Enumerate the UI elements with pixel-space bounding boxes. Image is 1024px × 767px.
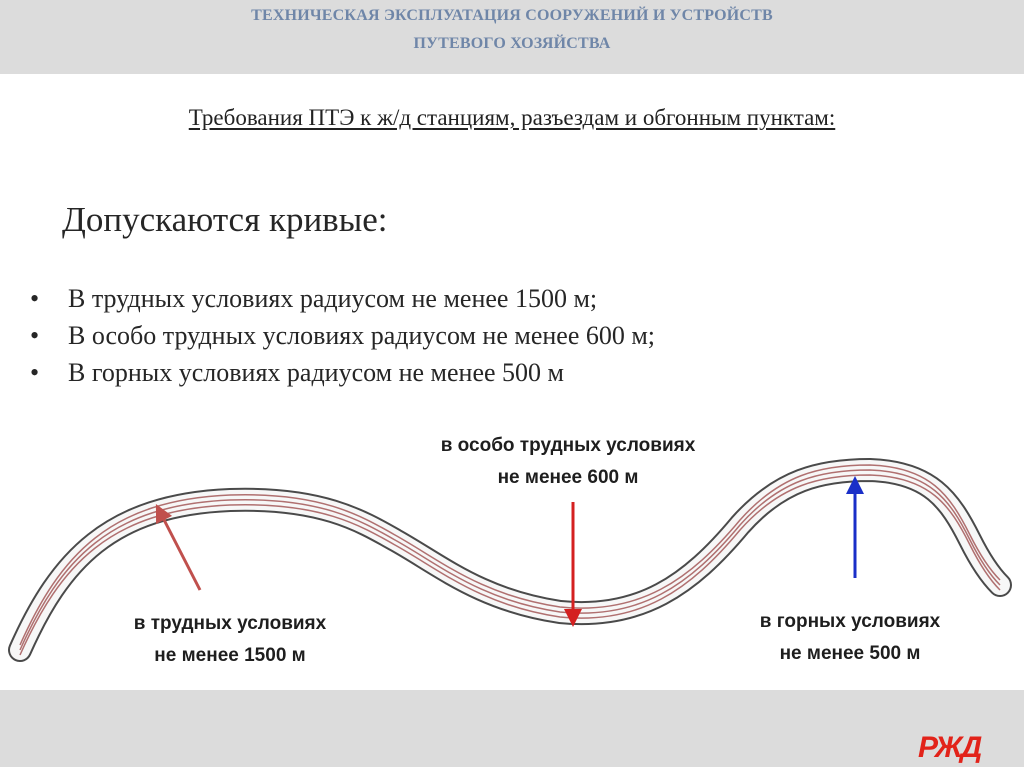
bullet-item [30, 280, 655, 317]
bullet-text: В особо трудных условиях радиусом не менее 600 м; [68, 321, 656, 350]
label-difficult [60, 608, 400, 672]
bullet-dot: • [30, 284, 40, 313]
bullet-text: В трудных условиях радиусом не менее 1500 м; [68, 284, 598, 313]
svg-text:РЖД: РЖД [918, 731, 981, 763]
bullet-list [30, 280, 655, 391]
label-mountain-line1: в горных условиях [759, 611, 941, 632]
label-especially-line2: не менее 600 м [497, 467, 639, 488]
bullet-dot: • [30, 321, 40, 350]
rzd-logo [916, 727, 994, 763]
label-difficult-line1: в трудных условиях [133, 613, 327, 634]
label-mountain [700, 606, 1000, 670]
label-difficult-line2: не менее 1500 м [154, 645, 306, 666]
bullet-text: В горных условиях радиусом не менее 500 м [68, 358, 564, 387]
header-title-line2: ПУТЕВОГО ХОЗЯЙСТВА [413, 35, 611, 52]
arrow-difficult [160, 512, 200, 590]
footer-band [0, 690, 1024, 767]
label-especially-line1: в особо трудных условиях [440, 435, 696, 456]
bullet-dot: • [30, 358, 40, 387]
slide-subtitle: Требования ПТЭ к ж/д станциям, разъездам и обгонным пунктам: [188, 105, 836, 130]
lead-text: Допускаются кривые: [62, 200, 388, 239]
bullet-item [30, 317, 655, 354]
label-mountain-line2: не менее 500 м [779, 643, 921, 664]
header-title-line1: ТЕХНИЧЕСКАЯ ЭКСПЛУАТАЦИЯ СООРУЖЕНИЙ И УСТРОЙСТВ [251, 7, 773, 24]
label-especially-difficult [398, 430, 738, 494]
bullet-item [30, 354, 655, 391]
